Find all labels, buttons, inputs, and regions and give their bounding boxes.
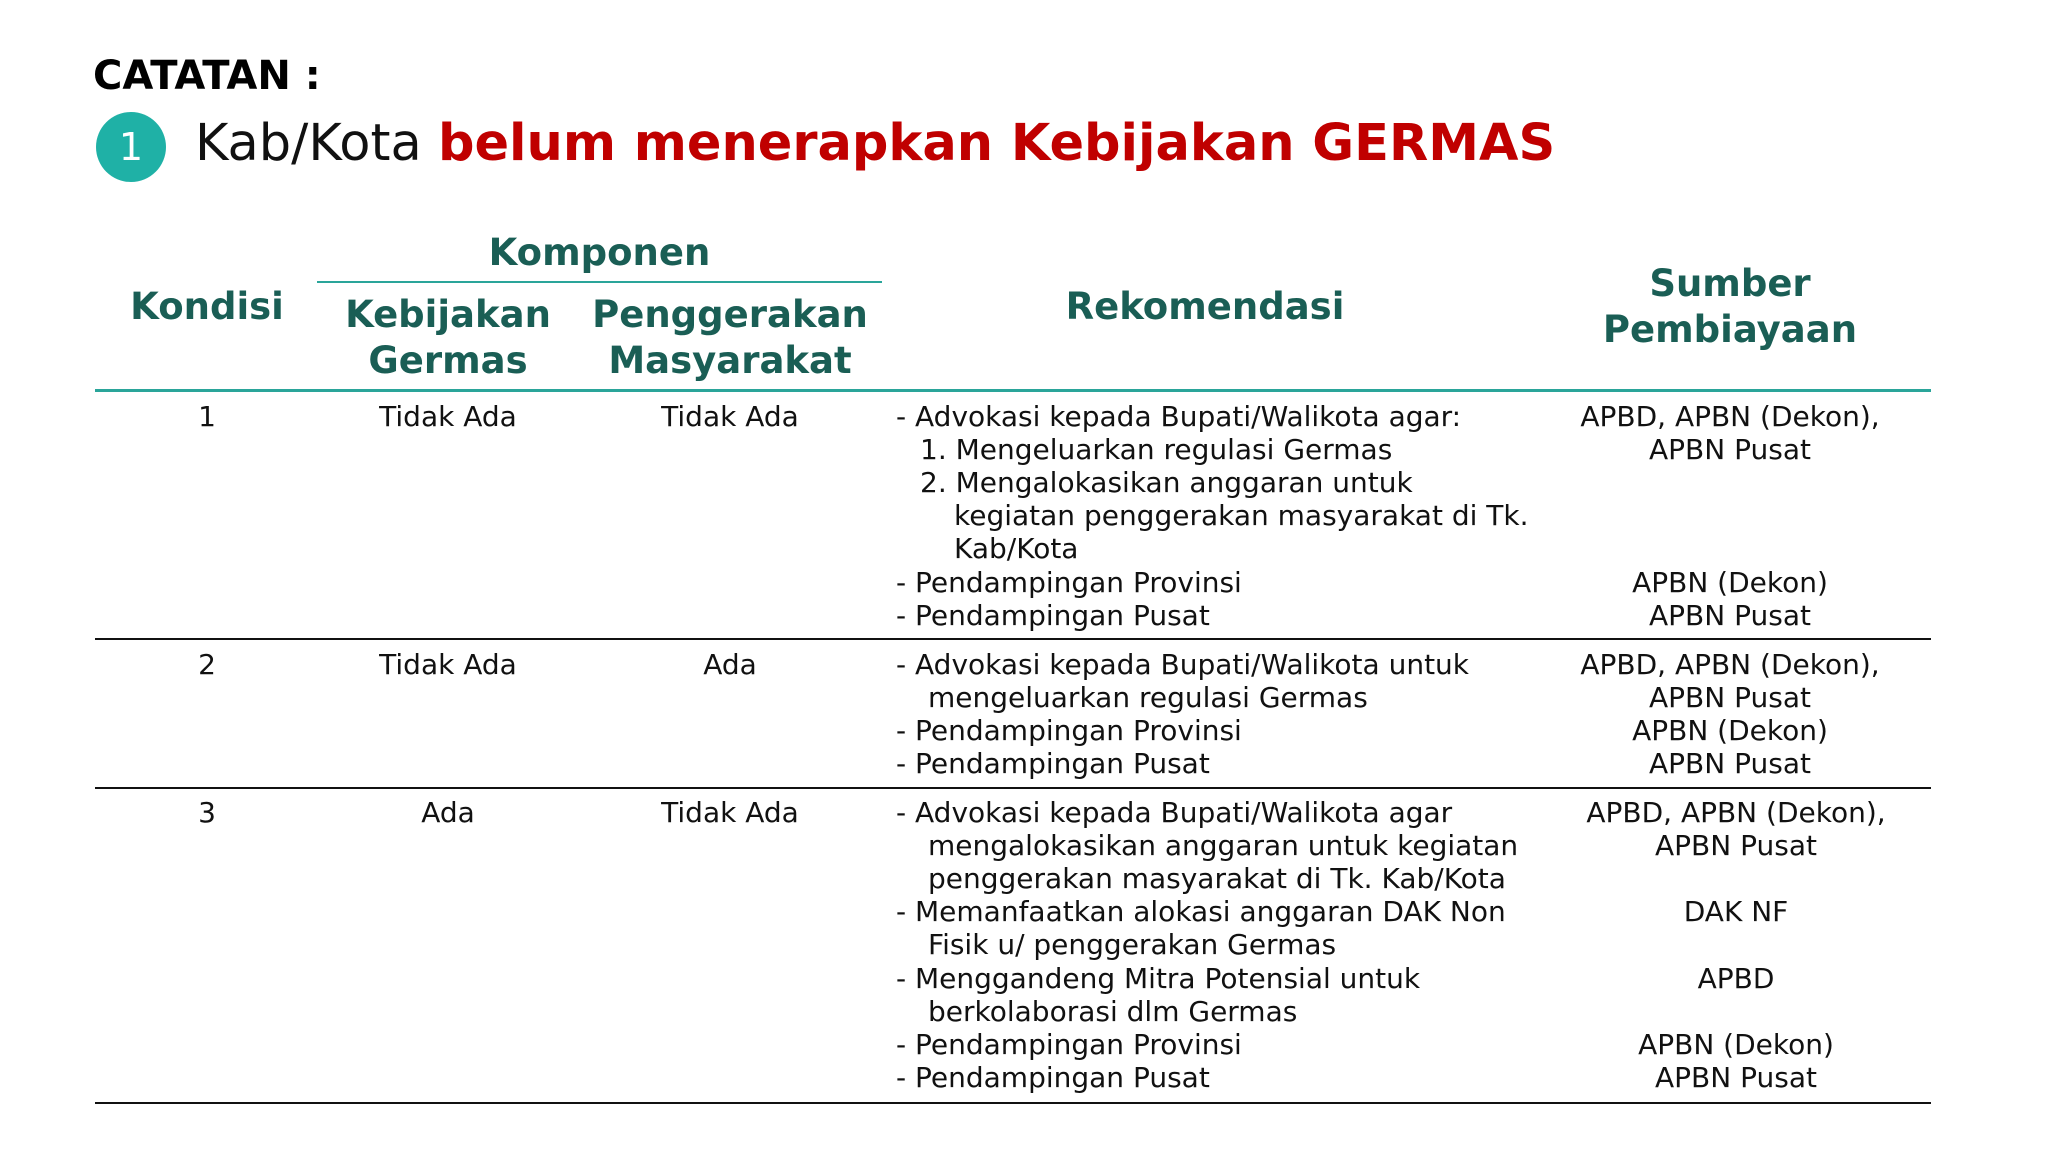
header-kondisi: Kondisi: [130, 285, 284, 328]
rekomendasi-line: - Menggandeng Mitra Potensial untuk: [896, 962, 1421, 995]
row-sumber: [1540, 400, 1920, 640]
rekomendasi-line: mengeluarkan regulasi Germas: [928, 681, 1368, 714]
header-kebijakan-germas: [328, 292, 568, 384]
row-rekomendasi: [896, 648, 1536, 788]
rekomendasi-line: - Pendampingan Pusat: [896, 747, 1210, 780]
sumber-line: APBD, APBN (Dekon),: [1586, 796, 1886, 829]
rekomendasi-line: Fisik u/ penggerakan Germas: [928, 928, 1337, 961]
row-kebijakan: Tidak Ada: [379, 400, 517, 433]
header-penggerakan-line2: Masyarakat: [608, 339, 852, 382]
header-divider: [95, 389, 1931, 392]
table-bottom-rule: [95, 1102, 1931, 1104]
rekomendasi-line: kegiatan penggerakan masyarakat di Tk.: [954, 499, 1529, 532]
row-kondisi: 1: [198, 400, 216, 433]
sumber-line: APBN Pusat: [1655, 1061, 1817, 1094]
sumber-line: APBN (Dekon): [1632, 714, 1828, 747]
rekomendasi-line: - Advokasi kepada Bupati/Walikota untuk: [896, 648, 1470, 681]
row-rekomendasi: [896, 400, 1536, 640]
row-kebijakan: Tidak Ada: [379, 648, 517, 681]
row-penggerakan: Tidak Ada: [661, 796, 799, 829]
header-sumber-pembiayaan: [1530, 261, 1930, 353]
sumber-line: APBD, APBN (Dekon),: [1580, 648, 1880, 681]
row-penggerakan: Ada: [703, 648, 757, 681]
sumber-line: APBN Pusat: [1649, 681, 1811, 714]
rekomendasi-line: - Pendampingan Pusat: [896, 599, 1210, 632]
catatan-label: CATATAN :: [93, 53, 321, 99]
page-title-plain: Kab/Kota: [195, 114, 438, 173]
sumber-line: APBD: [1697, 962, 1775, 995]
rekomendasi-line: - Memanfaatkan alokasi anggaran DAK Non: [896, 895, 1506, 928]
header-sumber-line2: Pembiayaan: [1602, 308, 1858, 351]
header-kebijakan-line2: Germas: [368, 339, 528, 382]
header-kebijakan-line1: Kebijakan: [345, 293, 551, 336]
sumber-line: APBN Pusat: [1649, 747, 1811, 780]
sumber-line: DAK NF: [1683, 895, 1789, 928]
rekomendasi-line: 1. Mengeluarkan regulasi Germas: [920, 433, 1393, 466]
row-rekomendasi: [896, 796, 1536, 1101]
row-kondisi: 3: [198, 796, 216, 829]
header-sumber-line1: Sumber: [1649, 262, 1811, 305]
sumber-line: APBN Pusat: [1649, 433, 1811, 466]
page-title-emphasis: belum menerapkan Kebijakan GERMAS: [437, 114, 1556, 173]
rekomendasi-line: - Advokasi kepada Bupati/Walikota agar: [896, 796, 1453, 829]
rekomendasi-line: mengalokasikan anggaran untuk kegiatan: [928, 829, 1519, 862]
rekomendasi-line: - Advokasi kepada Bupati/Walikota agar:: [896, 400, 1462, 433]
komponen-underline: [317, 281, 882, 283]
sumber-line: APBN Pusat: [1655, 829, 1817, 862]
item-number-badge: 1: [96, 112, 166, 182]
rekomendasi-line: - Pendampingan Provinsi: [896, 566, 1242, 599]
rekomendasi-line: 2. Mengalokasikan anggaran untuk: [920, 466, 1413, 499]
row-sumber: [1540, 648, 1920, 788]
header-penggerakan-line1: Penggerakan: [592, 293, 868, 336]
rekomendasi-line: - Pendampingan Provinsi: [896, 1028, 1242, 1061]
rekomendasi-line: - Pendampingan Provinsi: [896, 714, 1242, 747]
rekomendasi-line: penggerakan masyarakat di Tk. Kab/Kota: [928, 862, 1506, 895]
row-sumber: [1546, 796, 1926, 1101]
rekomendasi-line: - Pendampingan Pusat: [896, 1061, 1210, 1094]
header-komponen: Komponen: [488, 231, 711, 274]
page-title: [195, 112, 1555, 176]
sumber-line: APBN (Dekon): [1632, 566, 1828, 599]
row-kebijakan: Ada: [421, 796, 475, 829]
sumber-line: APBN Pusat: [1649, 599, 1811, 632]
row-penggerakan: Tidak Ada: [661, 400, 799, 433]
sumber-line: APBN (Dekon): [1638, 1028, 1834, 1061]
sumber-line: APBD, APBN (Dekon),: [1580, 400, 1880, 433]
rekomendasi-line: Kab/Kota: [954, 532, 1079, 565]
header-rekomendasi: Rekomendasi: [1065, 285, 1345, 328]
rekomendasi-line: berkolaborasi dlm Germas: [928, 995, 1298, 1028]
row-kondisi: 2: [198, 648, 216, 681]
header-penggerakan-masyarakat: [580, 292, 880, 384]
